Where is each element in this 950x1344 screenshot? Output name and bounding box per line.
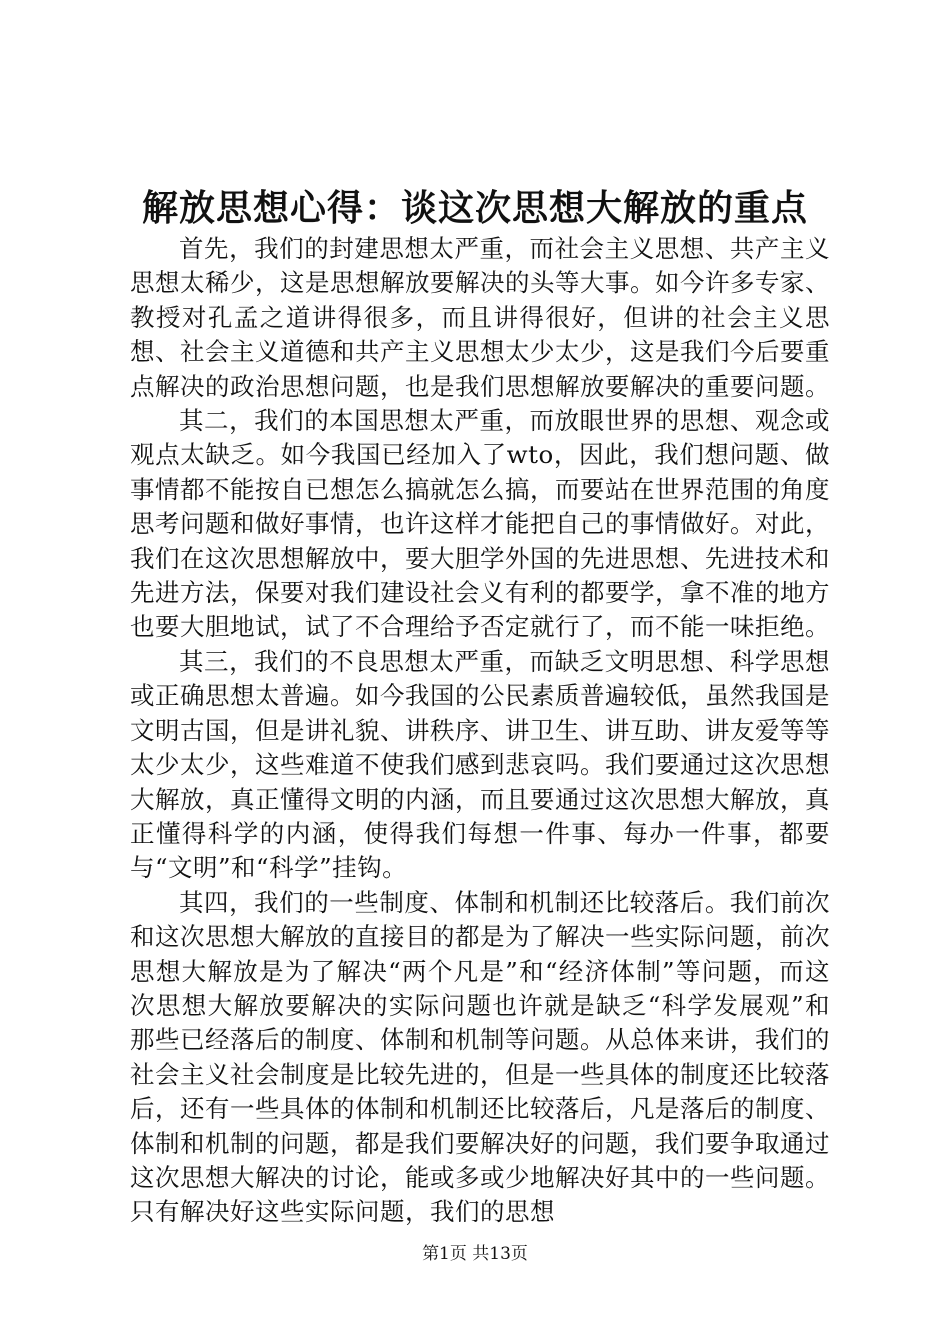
paragraph-4: 其四，我们的一些制度、体制和机制还比较落后。我们前次和这次思想大解放的直接目的都是为了解决一些实际问题，前次思想大解放是为了解决“两个凡是”和“经济体制”等问题，而这次思想大解放要解决的实际问题也许就是缺乏“科学发展观”和那些已经落后的制度、体制和机制等问题。从总体来讲，我们的社会主义社会制度是比较先进的，但是一些具体的制度还比较落后，还有一些具体的体制和机制还比较落后，凡是落后的制度、体制和机制的问题，都是我们要解决好的问题，我们要争取通过这次思想大解决的讨论，能或多或少地解决好其中的一些问题。只有解决好这些实际问题，我们的思想 <box>130 887 830 1227</box>
document-title: 解放思想心得：谈这次思想大解放的重点 <box>141 187 808 229</box>
page-number: 第1页 共13页 <box>422 1244 528 1264</box>
paragraph-1: 首先，我们的封建思想太严重，而社会主义思想、共产主义思想太稀少，这是思想解放要解决的头等大事。如今许多专家、教授对孔孟之道讲得很多，而且讲得很好，但讲的社会主义思想、社会主义道德和共产主义思想太少太少，这是我们今后要重点解决的政治思想问题，也是我们思想解放要解决的重要问题。 <box>130 234 830 401</box>
page-footer <box>0 1242 950 1266</box>
paragraph-3: 其三，我们的不良思想太严重，而缺乏文明思想、科学思想或正确思想太普遍。如今我国的公民素质普遍较低，虽然我国是文明古国，但是讲礼貌、讲秩序、讲卫生、讲互助、讲友爱等等太少太少，这些难道不使我们感到悲哀吗。我们要通过这次思想大解放，真正懂得文明的内涵，而且要通过这次思想大解放，真正懂得科学的内涵，使得我们每想一件事、每办一件事，都要与“文明”和“科学”挂钩。 <box>130 646 830 883</box>
paragraph-2: 其二，我们的本国思想太严重，而放眼世界的思想、观念或观点太缺乏。如今我国已经加入了wto，因此，我们想问题、做事情都不能按自已想怎么搞就怎么搞，而要站在世界范围的角度思考问题和做好事情，也许这样才能把自己的事情做好。对此，我们在这次思想解放中，要大胆学外国的先进思想、先进技术和先进方法，保要对我们建设社会义有利的都要学，拿不准的地方也要大胆地试，试了不合理给予否定就行了，而不能一味拒绝。 <box>130 406 830 642</box>
document-body <box>130 232 830 1230</box>
